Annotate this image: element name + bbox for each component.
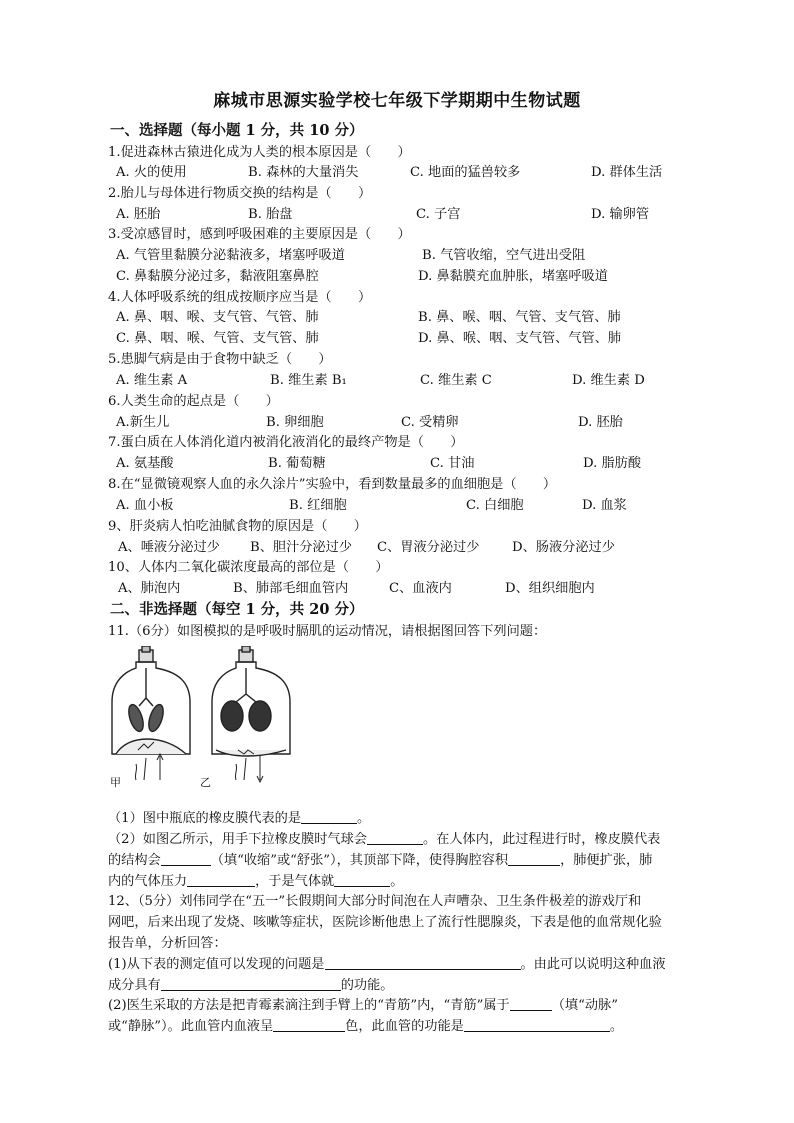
answer-blank[interactable] — [187, 874, 255, 887]
figure-label-a: 甲 — [110, 776, 121, 789]
option-c: C、血液内 — [389, 581, 452, 596]
option-d: D. 鼻黏膜充血肿胀，堵塞呼吸道 — [418, 269, 608, 284]
figure-label-b: 乙 — [200, 776, 211, 789]
q12-stem-line3: 报告单，分析回答： — [108, 936, 227, 951]
answer-blank[interactable] — [161, 853, 211, 866]
option-a: A. 血小板 — [116, 498, 174, 513]
option-c: C. 甘油 — [430, 456, 475, 471]
text: 。 — [357, 811, 371, 826]
answer-blank[interactable] — [464, 1019, 610, 1032]
option-c: C. 地面的猛兽较多 — [410, 165, 521, 180]
option-a: A、唾液分泌过少 — [118, 540, 220, 555]
answer-blank[interactable] — [301, 811, 357, 824]
question-stem: 1.促进森林古猿进化成为人类的根本原因是（ ） — [108, 145, 411, 160]
option-a: A. 鼻、咽、喉、支气管、气管、肺 — [116, 310, 319, 325]
option-c: C. 鼻黏膜分泌过多，黏液阻塞鼻腔 — [116, 269, 319, 284]
answer-blank[interactable] — [510, 998, 552, 1011]
answer-blank[interactable] — [367, 832, 423, 845]
question-stem: 4.人体呼吸系统的组成按顺序应当是（ ） — [108, 290, 372, 305]
text: (2)医生采取的方法是把青霉素滴注到手臂上的“青筋”内，“青筋”属于 — [108, 998, 510, 1013]
option-a: A、肺泡内 — [118, 581, 181, 596]
text: 。由此可以说明这种血液 — [520, 957, 666, 972]
option-b: B. 森林的大量消失 — [248, 165, 359, 180]
option-b: B、肺部毛细血管内 — [233, 581, 349, 596]
option-b: B. 卵细胞 — [266, 415, 324, 430]
option-b: B. 葡萄糖 — [268, 456, 326, 471]
option-a: A. 胚胎 — [116, 207, 161, 222]
text: 或“静脉”）。此血管内血液呈 — [108, 1019, 274, 1034]
bell-jar-b — [212, 646, 290, 782]
option-c: C. 白细胞 — [466, 498, 524, 513]
option-c: C. 子宫 — [416, 207, 461, 222]
option-d: D、肠液分泌过少 — [512, 540, 615, 555]
section-heading-nonchoice: 二、非选择题（每空 1 分，共 20 分） — [110, 601, 364, 618]
q11-part2-end — [108, 870, 403, 889]
q11-part2-cont — [108, 849, 652, 868]
text: （1）图中瓶底的橡皮膜代表的是 — [108, 811, 302, 826]
option-b: B. 红细胞 — [289, 498, 347, 513]
q11-part1 — [108, 807, 370, 826]
option-d: D. 鼻、喉、咽、支气管、气管、肺 — [418, 331, 622, 346]
q12-part1 — [108, 953, 666, 972]
option-a: A. 氨基酸 — [116, 456, 174, 471]
question-stem: 2.胎儿与母体进行物质交换的结构是（ ） — [108, 186, 372, 201]
option-c: C. 鼻、咽、喉、气管、支气管、肺 — [116, 331, 319, 346]
option-a: A.新生儿 — [116, 415, 170, 430]
option-b: B. 气管收缩，空气进出受阻 — [422, 248, 586, 263]
question-stem: 3.受凉感冒时，感到呼吸困难的主要原因是（ ） — [108, 227, 411, 242]
q12-part2 — [108, 994, 618, 1013]
bell-jar-a — [112, 646, 190, 780]
question-stem: 7.蛋白质在人体消化道内被消化液消化的最终产物是（ ） — [108, 435, 464, 450]
answer-blank[interactable] — [334, 874, 390, 887]
answer-blank[interactable] — [508, 853, 560, 866]
option-a: A. 火的使用 — [116, 165, 187, 180]
option-a: A. 维生素 A — [116, 373, 188, 388]
page-title: 麻城市思源实验学校七年级下学期期中生物试题 — [213, 91, 581, 111]
question-stem: 11.（6分）如图模拟的是呼吸时膈肌的运动情况，请根据图回答下列问题： — [108, 624, 547, 639]
option-c: C. 受精卵 — [401, 415, 459, 430]
section-heading-choice: 一、选择题（每小题 1 分，共 10 分） — [110, 122, 364, 139]
option-b: B. 胎盘 — [248, 207, 293, 222]
text: (1)从下表的测定值可以发现的问题是 — [108, 957, 325, 972]
text: ，肺便扩张，肺 — [560, 853, 653, 868]
question-stem: 10、人体内二氧化碳浓度最高的部位是（ ） — [108, 560, 389, 575]
text: 的结构会 — [108, 853, 161, 868]
text: 。 — [390, 874, 404, 889]
q11-part2 — [108, 828, 660, 847]
option-d: D. 脂肪酸 — [583, 456, 642, 471]
option-c: C、胃液分泌过少 — [377, 540, 480, 555]
text: （填“动脉” — [551, 998, 618, 1013]
option-d: D、组织细胞内 — [505, 581, 595, 596]
text: 的功能。 — [340, 978, 394, 993]
option-c: C. 维生素 C — [420, 373, 492, 388]
option-b: B、胆汁分泌过少 — [250, 540, 353, 555]
q12-part1-cont — [108, 974, 394, 993]
question-stem: 9、肝炎病人怕吃油腻食物的原因是（ ） — [108, 519, 367, 534]
option-d: D. 群体生活 — [591, 165, 663, 180]
text: （2）如图乙所示，用手下拉橡皮膜时气球会 — [108, 832, 367, 847]
question-stem: 6.人类生命的起点是（ ） — [108, 394, 279, 409]
option-d: D. 输卵管 — [591, 207, 650, 222]
text: 。 — [609, 1019, 624, 1034]
answer-blank[interactable] — [325, 957, 521, 970]
answer-blank[interactable] — [161, 978, 341, 991]
option-a: A. 气管里黏膜分泌黏液多，堵塞呼吸道 — [116, 248, 345, 263]
option-d: D. 维生素 D — [572, 373, 645, 388]
answer-blank[interactable] — [273, 1019, 345, 1032]
text: ，于是气体就 — [255, 874, 335, 889]
diaphragm-model-figure — [108, 646, 298, 796]
question-stem: 5.患脚气病是由于食物中缺乏（ ） — [108, 352, 332, 367]
q12-stem-line2: 网吧，后来出现了发烧、咳嗽等症状，医院诊断他患上了流行性腮腺炎，下表是他的血常规化验 — [108, 915, 662, 930]
option-b: B. 鼻、喉、咽、气管、支气管、肺 — [418, 310, 621, 325]
question-stem: 8.在“显微镜观察人血的永久涂片”实验中，看到数量最多的血细胞是（ ） — [108, 477, 557, 492]
q12-stem-line1: 12、（5分）刘伟同学在“五一”长假期间大部分时间泡在人声嘈杂、卫生条件极差的游戏厅和 — [108, 894, 642, 909]
q12-part2-cont — [108, 1015, 623, 1034]
text: （填“收缩”或“舒张”），其顶部下降，使得胸腔容积 — [210, 853, 509, 868]
option-d: D. 血浆 — [582, 498, 627, 513]
option-b: B. 维生素 B₁ — [270, 373, 347, 388]
text: 成分具有 — [108, 978, 161, 993]
text: 。在人体内，此过程进行时，橡皮膜代表 — [422, 832, 661, 847]
text: 内的气体压力 — [108, 874, 188, 889]
text: 色，此血管的功能是 — [345, 1019, 464, 1034]
option-d: D. 胚胎 — [578, 415, 623, 430]
